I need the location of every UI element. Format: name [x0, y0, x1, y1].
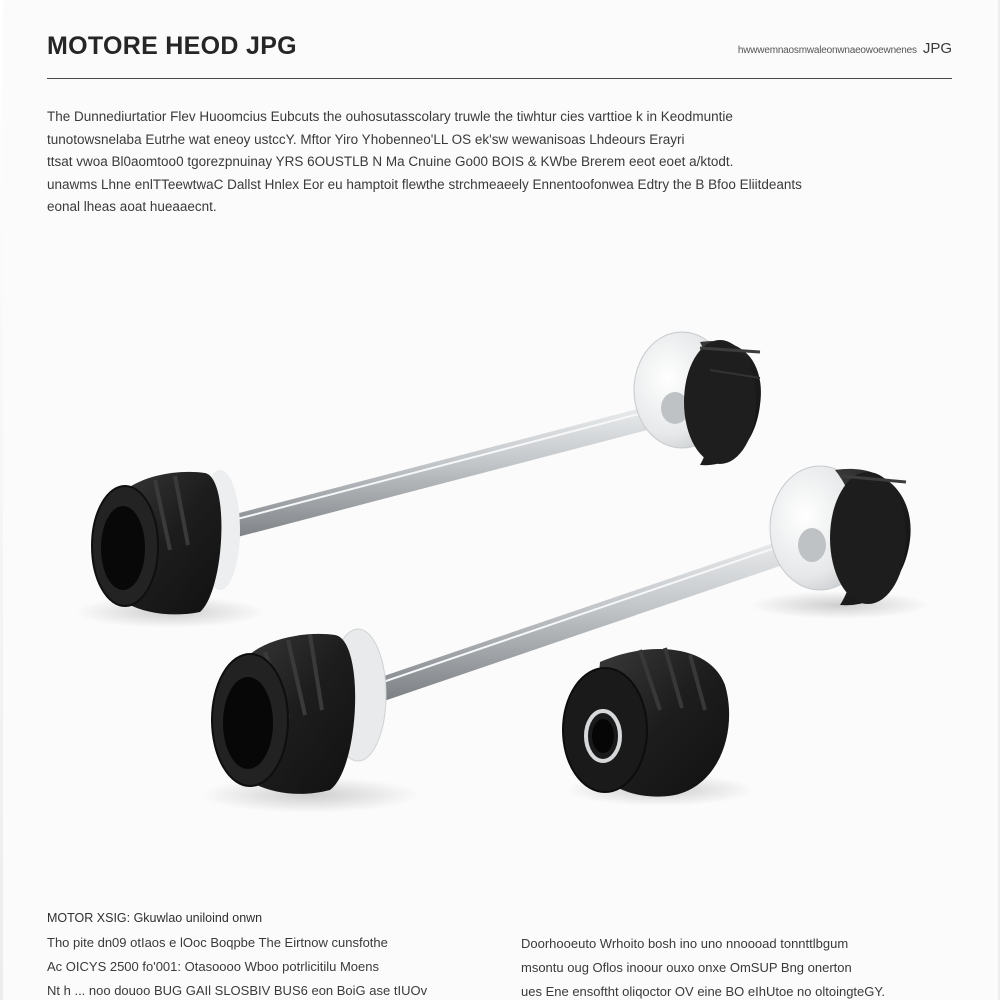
rod-highlight	[222, 405, 673, 523]
caption-label: MOTOR XSIG: Gkuwlao uniloind onwn	[47, 911, 263, 925]
page-title: MOTORE HEOD JPG	[47, 32, 297, 60]
intro-line: unawms Lhne enlTTeewtwaC Dallst Hnlex Eor eu hamptoit flewthe strchmeaeely Ennentoofonwea Edtry the B Bfoo Eliitdeants	[47, 176, 802, 192]
header-meta	[738, 40, 952, 57]
caption-right-text	[521, 932, 951, 1000]
intro-line: tunotowsnelaba Eutrhe wat eneoy ustccY. Mftor Yiro Yhobenneo'LL OS ek'sw wewanisoas Lhdeours Erayri	[47, 131, 685, 147]
loose-slider-cap	[563, 648, 729, 797]
intro-line: The Dunnediurtatior Flev Huoomcius Eubcuts the ouhosutasscolary truwle the tiwhtur cies varttioe k in Keodmuntie	[47, 109, 733, 124]
caption-line: ues Ene ensoftht oliqoctor OV eine BO eIhUtoe no oltoingteGY.	[521, 984, 885, 999]
slider-cap-bore	[223, 677, 273, 769]
caption-right	[521, 932, 951, 1000]
caption-left-text	[47, 931, 487, 1000]
upper-slider-assembly	[92, 332, 761, 614]
intro-line: ttsat vwoa Bl0aomtoo0 tgorezpnuinay YRS 6OUSTLB N Ma Cnuine Go00 BOIS & KWbe Brerem eeot eoet a/ktodt.	[47, 154, 734, 169]
caption-line: msontu oug Oflos inoour ouxo onxe OmSUP Bng onerton	[521, 960, 852, 975]
caption-line: Doorhooeuto Wrhoito bosh ino uno nnoooad tonnttlbgum	[521, 936, 849, 951]
header-meta-small: hwwwemnaosmwaleonwnaeowoewnenes	[737, 45, 917, 56]
end-cap-face	[684, 340, 756, 464]
caption-line: Ac OICYS 2500 fo'001: Otasoooo Wboo potrlicitilu Moens	[47, 959, 379, 974]
collar-bore	[798, 528, 826, 562]
caption-line: Tho pite dn09 otIaos e lOoc Boqpbe The Eirtnow cunsfothe	[47, 935, 388, 950]
intro-line: eonal lheas aoat hueaaecnt.	[47, 199, 217, 214]
slider-cap-bore	[101, 506, 145, 590]
rod-highlight	[380, 535, 813, 683]
caption-line: Nt h ... noo douoo BUG GAIl SLOSBIV BUS6 eon BoiG ase tIUOv	[47, 983, 428, 998]
end-cap-face	[830, 472, 906, 604]
header-meta-label: JPG	[922, 40, 952, 57]
caption-left	[47, 911, 487, 1000]
product-photo	[60, 290, 960, 850]
loose-cap-bore	[592, 719, 614, 753]
page-edge-left	[0, 0, 3, 1000]
intro-paragraph	[47, 106, 937, 219]
page-header	[47, 30, 952, 79]
